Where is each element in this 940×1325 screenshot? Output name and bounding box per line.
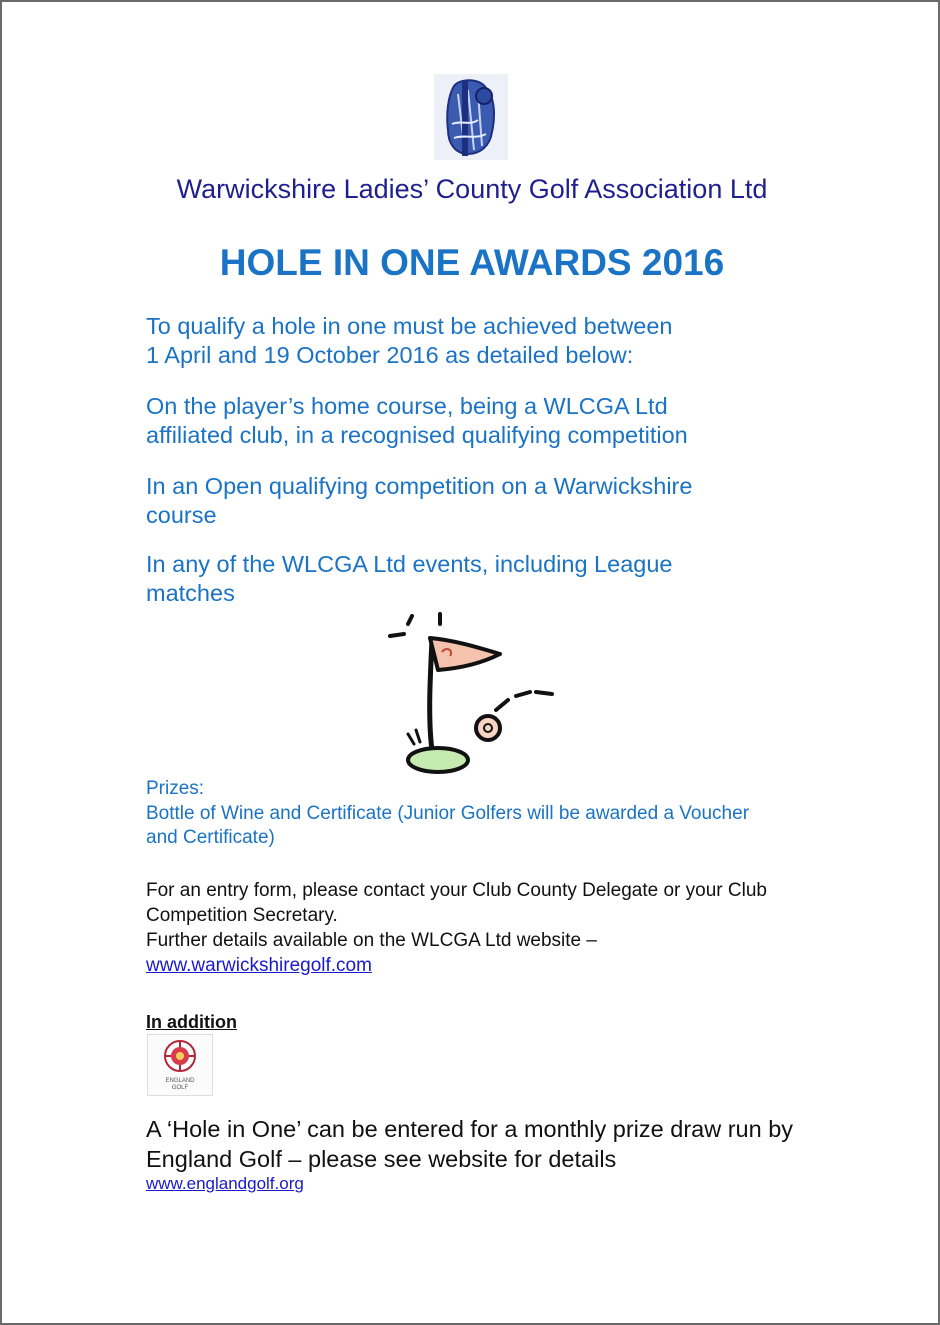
qualify-intro bbox=[146, 312, 786, 370]
svg-text:ENGLAND: ENGLAND bbox=[165, 1078, 195, 1084]
condition-home-course: On the player’s home course, being a WLCGA Ltd affiliated club, in a recognised qualifying competition bbox=[146, 393, 688, 448]
contact-text: For an entry form, please contact your Club County Delegate or your Club Competition Secretary. bbox=[146, 880, 767, 926]
prizes-heading: Prizes: bbox=[146, 778, 205, 799]
qualify-intro-line2: 1 April and 19 October 2016 as detailed below: bbox=[146, 342, 634, 368]
qualify-intro-line1: To qualify a hole in one must be achieved between bbox=[146, 313, 673, 339]
prizes-text: Bottle of Wine and Certificate (Junior Golfers will be awarded a Voucher and Certificate) bbox=[146, 803, 750, 848]
golf-flag-hole-icon bbox=[384, 610, 556, 780]
england-golf-logo bbox=[147, 1034, 213, 1096]
wlcga-website-link[interactable]: www.warwickshiregolf.com bbox=[146, 955, 372, 976]
condition-open-competition: In an Open qualifying competition on a Warwickshire course bbox=[146, 473, 693, 528]
wlcga-bear-logo bbox=[434, 74, 508, 160]
organisation-name: Warwickshire Ladies’ County Golf Association Ltd bbox=[176, 174, 768, 204]
england-golf-draw-text: A ‘Hole in One’ can be entered for a monthly prize draw run by England Golf – please see website for details bbox=[146, 1116, 794, 1172]
in-addition-heading: In addition bbox=[146, 1012, 237, 1032]
wlcga-website-container bbox=[146, 953, 806, 978]
svg-text:GOLF: GOLF bbox=[171, 1085, 189, 1091]
condition-wlcga-events: In any of the WLCGA Ltd events, including League matches bbox=[146, 551, 673, 606]
page-title: HOLE IN ONE AWARDS 2016 bbox=[219, 242, 725, 283]
contact-website-line: Further details available on the WLCGA Ltd website – bbox=[146, 930, 597, 951]
england-golf-website-link[interactable]: www.englandgolf.org bbox=[146, 1174, 304, 1193]
